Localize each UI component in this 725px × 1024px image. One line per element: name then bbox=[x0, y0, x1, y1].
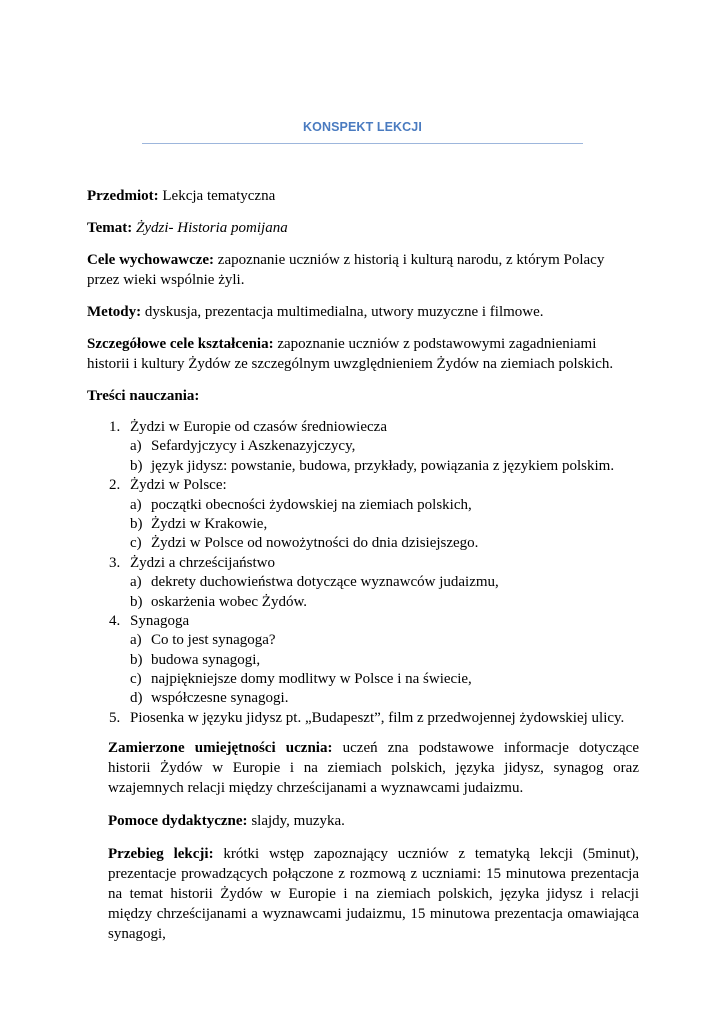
list-item bbox=[87, 476, 639, 495]
sub-list-item-text: oskarżenia wobec Żydów. bbox=[151, 593, 308, 610]
sub-list-item-letter: b) bbox=[130, 457, 143, 474]
list-item-text: Synagoga bbox=[130, 612, 190, 629]
sub-list-item-text: Sefardyjczycy i Aszkenazyjczycy, bbox=[151, 438, 356, 455]
sub-list-item-letter: d) bbox=[130, 690, 143, 707]
sub-list-item-letter: a) bbox=[130, 496, 142, 513]
list-item-number: 2. bbox=[109, 477, 121, 494]
pomoce-value: slajdy, muzyka. bbox=[247, 813, 345, 830]
document-title: KONSPEKT LEKCJI bbox=[303, 120, 422, 134]
indented-section bbox=[87, 738, 639, 944]
sub-list-item-text: Co to jest synagoga? bbox=[151, 632, 276, 649]
przedmiot-value: Lekcja tematyczna bbox=[158, 188, 276, 204]
list-item-text: Żydzi w Europie od czasów średniowiecza bbox=[130, 419, 387, 435]
sub-list-item-text: początki obecności żydowskiej na ziemiach polskich, bbox=[151, 496, 472, 513]
sub-list-item-letter: c) bbox=[130, 535, 142, 552]
przedmiot-label: Przedmiot: bbox=[87, 188, 159, 204]
sub-list-item-letter: a) bbox=[130, 438, 142, 455]
tresci-label: Treści nauczania: bbox=[87, 388, 200, 404]
przebieg-label: Przebieg lekcji: bbox=[108, 846, 214, 863]
list-item bbox=[87, 612, 639, 631]
cele-label: Cele wychowawcze: bbox=[87, 252, 215, 268]
title-underline bbox=[142, 143, 583, 144]
metody-label: Metody: bbox=[87, 304, 142, 320]
sub-list-item-text: język jidysz: powstanie, budowa, przykłady, powiązania z językiem polskim. bbox=[151, 457, 615, 474]
sub-list-item bbox=[87, 496, 639, 515]
przebieg-paragraph bbox=[108, 844, 639, 944]
list-item-number: 5. bbox=[109, 709, 121, 726]
list-item-number: 1. bbox=[109, 419, 121, 435]
temat-value: Żydzi- Historia pomijana bbox=[132, 220, 288, 236]
sub-list-item bbox=[87, 515, 639, 534]
sub-list-item-letter: a) bbox=[130, 574, 142, 591]
sub-list-item-text: najpiękniejsze domy modlitwy w Polsce i na świecie, bbox=[151, 671, 472, 688]
list-item-text: Żydzi w Polsce: bbox=[130, 477, 227, 494]
sub-list-item bbox=[87, 689, 639, 708]
list-item-number: 3. bbox=[109, 554, 121, 571]
sub-list-item bbox=[87, 457, 639, 476]
cele-value: zapoznanie uczniów z historią i kulturą narodu, z którym Polacy przez wieki wspólnie żyli. bbox=[87, 252, 605, 288]
sub-list-item bbox=[87, 670, 639, 689]
sub-list-item-text: Żydzi w Krakowie, bbox=[151, 515, 268, 532]
sub-list-item-letter: b) bbox=[130, 515, 143, 532]
sub-list-item bbox=[87, 651, 639, 670]
metody-value: dyskusja, prezentacja multimedialna, utwory muzyczne i filmowe. bbox=[141, 304, 544, 320]
zamierzone-paragraph bbox=[108, 738, 639, 798]
pomoce-paragraph bbox=[108, 811, 639, 831]
temat-paragraph bbox=[87, 218, 639, 238]
pomoce-label: Pomoce dydaktyczne: bbox=[108, 813, 248, 830]
sub-list-item bbox=[87, 573, 639, 592]
document-body bbox=[87, 186, 639, 957]
list-item-number: 4. bbox=[109, 612, 121, 629]
przebieg-value: krótki wstęp zapoznający uczniów z tematyką lekcji (5minut), prezentacje prowadzących połączone z rozmową z uczniami: 15 minutowa prezentacja na temat historii Żydów w Europie i na ziemiach polskich, języka jidysz i relacji między chrześcijanami a wyznawcami judaizmu, 15 minutowa prezentacja omawiająca synagogi, bbox=[108, 846, 639, 943]
sub-list-item-text: dekrety duchowieństwa dotyczące wyznawców judaizmu, bbox=[151, 574, 499, 591]
sub-list-item-text: współczesne synagogi. bbox=[151, 690, 289, 707]
list-item-text: Piosenka w języku jidysz pt. „Budapeszt”, film z przedwojennej żydowskiej ulicy. bbox=[130, 709, 625, 726]
list-item bbox=[87, 418, 639, 437]
sub-list-item bbox=[87, 631, 639, 650]
przedmiot-paragraph bbox=[87, 186, 639, 206]
tresci-list bbox=[87, 418, 639, 728]
tresci-heading bbox=[87, 386, 639, 406]
szczegolowe-paragraph bbox=[87, 334, 639, 374]
metody-paragraph bbox=[87, 302, 639, 322]
sub-list-item bbox=[87, 437, 639, 456]
sub-list-item-letter: b) bbox=[130, 593, 143, 610]
temat-label: Temat: bbox=[87, 220, 133, 236]
sub-list-item-text: Żydzi w Polsce od nowożytności do dnia dzisiejszego. bbox=[151, 535, 479, 552]
zamierzone-value: uczeń zna podstawowe informacje dotyczące historii Żydów w Europie i na ziemiach polskich, języka jidysz, synagog oraz wzajemnych relacji między chrześcijanami a wyznawcami judaizmu. bbox=[108, 740, 640, 797]
szczegolowe-label: Szczegółowe cele kształcenia: bbox=[87, 336, 274, 352]
list-item bbox=[87, 709, 639, 728]
sub-list-item-letter: c) bbox=[130, 671, 142, 688]
sub-list-item bbox=[87, 534, 639, 553]
list-item bbox=[87, 554, 639, 573]
zamierzone-label: Zamierzone umiejętności ucznia: bbox=[108, 740, 333, 757]
sub-list-item-letter: a) bbox=[130, 632, 142, 649]
cele-paragraph bbox=[87, 250, 639, 290]
list-item-text: Żydzi a chrześcijaństwo bbox=[130, 554, 275, 571]
sub-list-item-letter: b) bbox=[130, 651, 143, 668]
szczegolowe-value: zapoznanie uczniów z podstawowymi zagadnieniami historii i kultury Żydów ze szczególnym uwzględnieniem Żydów na ziemiach polskich. bbox=[87, 336, 614, 372]
sub-list-item-text: budowa synagogi, bbox=[151, 651, 261, 668]
sub-list-item bbox=[87, 593, 639, 612]
